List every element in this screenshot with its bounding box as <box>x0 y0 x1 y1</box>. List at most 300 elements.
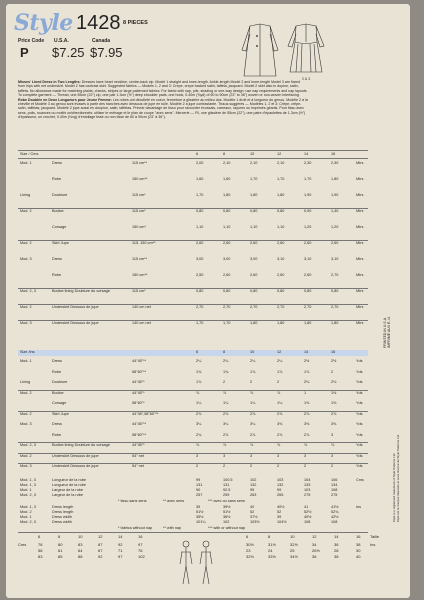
unit-label: Yds <box>356 390 363 395</box>
fabric-width: 58"60"** <box>132 369 147 374</box>
body-size: 6 <box>38 534 41 539</box>
metric-row <box>18 225 368 230</box>
measurement-value: 134 <box>331 483 338 487</box>
yardage-value: 1,80 <box>331 177 339 181</box>
measurement-value: 257 <box>196 493 203 497</box>
yardage-value: 1⅞ <box>250 369 256 374</box>
unit-label: Mtrs <box>356 289 364 293</box>
yardage-value: 0,80 <box>223 289 231 293</box>
imperial-row <box>18 464 368 469</box>
yardage-value: 3 <box>250 453 253 458</box>
unit-label: Ins <box>356 505 362 509</box>
measurement-value: 40½ <box>304 515 312 519</box>
yardage-value: 3⅜ <box>304 422 310 426</box>
item-label: Underskirt Dessous de jupe <box>52 453 99 458</box>
yardage-value: 2¼ <box>250 359 256 363</box>
body-size: 16 <box>356 534 361 539</box>
fabric-width: 140 cm net <box>132 321 151 325</box>
yardage-value: 1¼ <box>223 401 229 405</box>
metric-row <box>18 241 368 246</box>
yardage-value: 2,30 <box>331 161 339 165</box>
yardage-value: 2,60 <box>223 273 231 277</box>
yardage-value: 3 <box>304 453 307 458</box>
yardage-value: 3,00 <box>196 257 204 261</box>
measurement-label: Largeur de la robe <box>52 493 84 497</box>
item-label: Dress <box>52 257 62 261</box>
note: *** with or without nap <box>208 526 246 530</box>
unit-label: Mtrs <box>356 161 364 165</box>
fabric-width: 44"45",58"60"** <box>132 411 159 416</box>
finished-measurement-row <box>18 493 368 498</box>
yardage-value: 1¼ <box>277 401 283 405</box>
metric-size-row: Size / Cms 6 8 10 12 14 16 <box>20 152 336 156</box>
imperial-size-row: Size /Ins 6 8 10 12 14 16 <box>20 350 336 354</box>
unit-label: Mtrs <box>356 257 364 261</box>
model-label: Mod. 1 <box>20 515 32 519</box>
model-label: Mod. 1, 3 <box>20 478 36 482</box>
body-size: 8 <box>58 534 61 539</box>
measurement-value: 275 <box>331 493 338 497</box>
fabric-width: 115, 150 cm** <box>132 241 156 245</box>
imperial-row <box>18 370 368 375</box>
yardage-value: 2,50 <box>196 273 204 277</box>
yardage-value: 1,10 <box>277 225 285 229</box>
metric-row <box>18 193 368 198</box>
body-measure-cm: 85 <box>58 554 63 559</box>
measurement-label: Longueur de la robe <box>52 478 86 482</box>
yardage-value: 2⅞ <box>223 411 229 416</box>
model-label: Mod. 2 <box>20 453 32 458</box>
body-measure-in: 28 <box>334 548 339 553</box>
yardage-value: 2 <box>331 369 334 374</box>
model-label: Mod. 2 <box>20 209 32 213</box>
yardage-value: 1,80 <box>250 321 258 325</box>
yardage-value: 2,00 <box>196 161 204 165</box>
yardage-value: 1,90 <box>304 193 312 197</box>
price-usa: $7.25 <box>52 45 85 60</box>
fabric-width: 44"45"** <box>132 422 147 426</box>
yardage-value: 2,70 <box>331 273 339 277</box>
garment-sketches <box>238 20 348 82</box>
model-label: Mod. 3 <box>20 422 32 426</box>
metric-yardage-table <box>18 150 378 340</box>
yardage-value: 1,60 <box>223 177 231 181</box>
yardage-value: 2¼ <box>223 359 229 363</box>
yardage-value: 2,70 <box>277 305 285 309</box>
yardage-value: 2 <box>331 464 334 468</box>
unit-label: Mtrs <box>356 209 364 213</box>
measurement-value: 102 <box>250 478 257 482</box>
body-size: 14 <box>334 534 339 539</box>
yardage-value: ⅞ <box>277 443 281 447</box>
yardage-value: 1,70 <box>196 321 204 325</box>
brand-logo: Style <box>14 10 73 36</box>
body-measure-cm: 78 <box>38 542 43 547</box>
price-code: P <box>20 45 29 60</box>
item-label: Robe <box>52 369 62 374</box>
item-label: Robe <box>52 432 62 437</box>
yardage-value: 2⅞ <box>250 411 256 416</box>
unit-label: Yds <box>356 443 363 447</box>
model-label: Mod. 2 <box>20 241 32 245</box>
unit-label: Mtrs <box>356 177 364 181</box>
body-measure-cm: 76 <box>138 548 143 553</box>
yardage-value: 2 <box>250 380 253 384</box>
yardage-value: 3,10 <box>277 257 285 261</box>
imperial-row <box>18 359 368 364</box>
metric-row <box>18 273 368 278</box>
body-size: 12 <box>98 534 103 539</box>
yardage-value: 2,70 <box>196 305 204 309</box>
model-label: Mod. 3 <box>20 257 32 261</box>
unit-label: Yds <box>356 380 363 384</box>
yardage-value: 1,80 <box>277 321 285 325</box>
yardage-value: 2⅞ <box>277 411 283 416</box>
yardage-value: 2,10 <box>250 161 258 165</box>
yardage-value: 1,80 <box>331 321 339 325</box>
model-label: Mod. 3 <box>20 321 32 325</box>
measurement-value: 103½ <box>250 520 260 524</box>
model-label: Mod. 1 <box>20 359 32 363</box>
model-label: Mod. 2 <box>20 305 32 309</box>
yardage-value: ⅞ <box>196 443 200 447</box>
yardage-value: 1⅜ <box>304 401 310 405</box>
unit-label: Cms <box>356 478 364 482</box>
body-size: 10 <box>290 534 295 539</box>
yardage-value: 2,60 <box>331 241 339 245</box>
yardage-value: 3,00 <box>223 257 231 261</box>
item-label: Skirt Jupe <box>52 241 69 245</box>
unit-label: Mtrs <box>356 273 364 277</box>
measurement-value: 103 <box>277 478 284 482</box>
measurement-value: 132 <box>250 483 257 487</box>
unit-label: Yds <box>356 369 363 374</box>
measurement-value: 52¾ <box>331 510 339 514</box>
measurement-value: 275 <box>304 493 311 497</box>
model-label: Mod. 2 <box>20 411 32 416</box>
item-label: Dress <box>52 161 62 165</box>
yardage-value: 3,10 <box>331 257 339 261</box>
yardage-value: 2,60 <box>304 241 312 245</box>
yardage-value: 1,80 <box>277 193 285 197</box>
body-measurement-section <box>18 534 398 594</box>
fabric-width: 44"45"* <box>132 380 145 384</box>
yardage-value: 3⅜ <box>331 422 337 426</box>
yardage-value: 0,90 <box>304 209 312 213</box>
yardage-value: 1¾ <box>196 369 202 374</box>
body-measure-in: 40 <box>356 554 361 559</box>
yardage-value: 1,70 <box>250 177 258 181</box>
yardage-value: 2¼ <box>196 359 202 363</box>
yardage-value: 2,30 <box>304 161 312 165</box>
measurement-value: 51½ <box>196 510 204 514</box>
yardage-value: 1,10 <box>250 225 258 229</box>
imperial-row <box>18 433 368 438</box>
body-measure-cm: 102 <box>138 554 145 559</box>
pattern-number: 1428 <box>76 12 121 34</box>
item-label: Bodice <box>52 209 64 213</box>
unit-label: Mtrs <box>356 193 364 197</box>
yardage-value: 2,10 <box>223 161 231 165</box>
body-size: 14 <box>118 534 123 539</box>
yardage-value: ⅞ <box>277 390 281 395</box>
yardage-value: ⅞ <box>250 443 254 447</box>
yardage-value: 3 <box>331 432 334 437</box>
metric-row <box>18 305 368 310</box>
yardage-value: 2,10 <box>277 161 285 165</box>
item-label: Corsage <box>52 401 67 405</box>
body-measure-cm: 92 <box>98 554 103 559</box>
yardage-value: 3 <box>223 453 226 458</box>
yardage-value: 1,80 <box>250 193 258 197</box>
yardage-value: 2¼ <box>277 359 283 363</box>
unit-label: Mtrs <box>356 305 364 309</box>
taille-label: Taille <box>370 534 380 539</box>
yardage-value: 0,80 <box>250 209 258 213</box>
measurement-value: 132 <box>277 483 284 487</box>
note: ** avec sens <box>163 499 185 503</box>
usa-label: U.S.A. <box>54 38 69 44</box>
measurement-value: 40½ <box>277 505 285 509</box>
yardage-value: 1,20 <box>331 225 339 229</box>
yardage-value: 2 <box>196 464 199 468</box>
yardage-value: 2,70 <box>304 305 312 309</box>
description-text: Misses' Lined Dress in Two Lengths: Dresses have heart neckline, centre-back zip. Model 1 straight and knee-length. Ankle-length Model 2 and knee-length Model 3 are flared from hips with net underskirt. Model 2 has contrast skirt. Suggested fabrics — Models 1, 2 and 3: Crepe, crepe backed satin, taffeta, jacquard. Model 2 skirt also in dupion, satin, taffeta. No allowance made for matching plaids, checks, stripes or large patterned fabrics. For fabric with nap, pile, shading or one-way design: use nap requirements and nap layouts. To complete garment — Thread, one 55cm (22") zip, one pair 1.3cm (½") deep shoulder pads, one hook, 0.40m (⅜yd) of 60 to 90cm (23" to 36") woven or non-woven interfacing. Robe Doublée en Deux Longueurs pour Jeune Femme: Les robes ont décolleté en coeur, fermeture à glissière au milieu dos. Modèle 1 droit et à longueur du genou. Modèle 2 à la cheville et Modèle 3 au genou sont évasés à partir des hanches avec dessous de jupe en tulle. Modèle 2 a jupe contrastante. Tissus suggérés — Modèles 1, 2 et 3: Crêpe, crêpe-satin, taffetas, jacquard. Modèle 2 jupe aussi en doupion, satin, taffetas. Prévoir davantage de tissu pour raccorder écossais, carreaux, rayures ou imprimés géants. Pour tissu avec sens, poils, nuances ou motifs unidirectionnels: utiliser le métrage et le plan de coupe "avec sens". Mercerie — Fil, une glissière de 55cm (22"), une paire d'épaulettes de 1.3cm (½") d'épaisseur, un crochet, 0.40m (⅜vg) d'entoilage tissé ou non tissé de 60 à 90cm (23" à 36"). <box>18 80 308 120</box>
yardage-value: 3¼ <box>223 422 229 426</box>
measurement-value: 103 <box>304 488 311 492</box>
yardage-value: 2,60 <box>277 273 285 277</box>
fabric-width: 115 cm** <box>132 161 148 165</box>
yardage-value: 0,80 <box>196 209 204 213</box>
note: * tissu sans sens <box>118 499 147 503</box>
cms-label: Cms <box>18 542 27 547</box>
yardage-value: 3,10 <box>304 257 312 261</box>
yardage-value: 1¼ <box>196 401 202 405</box>
measurement-value: 40 <box>250 505 255 509</box>
measurement-value: 42½ <box>331 515 339 519</box>
yardage-value: 1,80 <box>223 193 231 197</box>
yardage-value: 1⅞ <box>304 369 310 374</box>
measurement-value: 131 <box>196 483 203 487</box>
unit-label: Mtrs <box>356 321 364 325</box>
yardage-value: 0,80 <box>196 289 204 293</box>
measurement-value: 51½ <box>223 510 231 514</box>
yardage-value: 2⅞ <box>331 411 337 416</box>
yardage-value: 1,70 <box>196 193 204 197</box>
model-label: Mod. 2, 3 <box>20 493 36 497</box>
measurement-label: Dress length <box>52 510 74 514</box>
fabric-width: 150 cm** <box>132 273 148 277</box>
metric-row <box>18 289 368 294</box>
trademark-text: Style is a registered trademark of Style Patterns Ltd. Style est la marque déposée et sous licence de Style Patterns Ltd. <box>392 434 400 523</box>
model-label: Lining <box>20 193 31 197</box>
unit-label: Yds <box>356 359 363 363</box>
measurement-value: 106 <box>331 478 338 482</box>
fabric-width: 54" net <box>132 453 144 458</box>
yardage-value: 3¼ <box>196 422 202 426</box>
fabric-width: 54" net <box>132 464 144 468</box>
measurement-value: 133 <box>304 483 311 487</box>
body-measure-cm: 88 <box>78 554 83 559</box>
yardage-value: 2 <box>277 380 280 384</box>
yardage-value: 3,00 <box>250 257 258 261</box>
sketch-label: 2 & 3 <box>302 77 311 81</box>
item-label: Bodice lining Doublure du corsage <box>52 443 110 447</box>
fabric-width: 58"60"* <box>132 401 145 405</box>
measurement-value: 131 <box>223 483 230 487</box>
item-label: Corsage <box>52 225 67 229</box>
fabric-width: 140 cm net <box>132 305 151 309</box>
model-label: Mod. 2, 3 <box>20 520 36 524</box>
body-measure-cm: 67 <box>98 548 103 553</box>
measurement-value: 108 <box>331 488 338 492</box>
unit-label: Yds <box>356 401 363 405</box>
unit-label: Yds <box>356 432 363 437</box>
measurement-value: 39½ <box>223 505 231 509</box>
fabric-width: 58"60"** <box>132 432 147 437</box>
yardage-value: 0,80 <box>223 209 231 213</box>
body-measure-in: 33½ <box>268 554 276 559</box>
yardage-value: 2¾ <box>196 432 202 437</box>
model-label: Mod. 2 <box>20 510 32 514</box>
body-measure-in: 34½ <box>290 554 298 559</box>
measurement-value: 90 <box>196 488 201 492</box>
yardage-value: 2½ <box>304 359 310 363</box>
fabric-width: 150 cm* <box>132 225 146 229</box>
model-label: Mod. 1 <box>20 488 32 492</box>
note: * fabrics without nap <box>118 526 153 530</box>
item-label: Underskirt Dessous de jupe <box>52 464 99 468</box>
measurement-value: 263 <box>250 493 257 497</box>
model-label: Mod. 2 <box>20 390 32 395</box>
yardage-value: 1,70 <box>277 177 285 181</box>
measurement-label: Largeur de la robe <box>52 488 84 492</box>
measurement-value: 39 <box>196 505 201 509</box>
measurement-figure-icon <box>178 540 218 586</box>
unit-label: Yds <box>356 464 363 468</box>
fabric-width: 44"45"* <box>132 390 145 395</box>
unit-label: Yds <box>356 411 363 416</box>
measurement-value: 100.5 <box>223 478 233 482</box>
body-measure-cm: 61 <box>58 548 63 553</box>
unit-label: Yds <box>356 453 363 458</box>
measurement-value: 99 <box>277 488 282 492</box>
metric-row <box>18 257 368 262</box>
model-label: Mod. 1, 3 <box>20 483 36 487</box>
yardage-value: ⅞ <box>223 390 227 395</box>
yardage-value: 1,90 <box>331 193 339 197</box>
yardage-value: 2,60 <box>196 241 204 245</box>
yardage-value: 2⅛ <box>304 380 310 384</box>
body-measure-in: 31½ <box>268 542 276 547</box>
measurement-value: 265 <box>277 493 284 497</box>
pieces-label: 8 PIECES <box>123 20 148 26</box>
item-label: Doublure <box>52 193 68 197</box>
model-label: Mod. 1, 3 <box>20 505 36 509</box>
note: *** avec ou sans sens <box>208 499 245 503</box>
model-label: Mod. 3 <box>20 464 32 468</box>
body-measure-in: 30½ <box>246 542 254 547</box>
yardage-value: 1⅞ <box>277 369 283 374</box>
measurement-label: Longueur de la robe <box>52 483 86 487</box>
yardage-value: ⅞ <box>223 443 227 447</box>
item-label: Robe <box>52 177 62 181</box>
measurement-value: 102 <box>223 520 230 524</box>
body-measure-cm: 58 <box>38 548 43 553</box>
yardage-value: 1,20 <box>304 225 312 229</box>
body-measure-cm: 80 <box>58 542 63 547</box>
item-label: Dress <box>52 359 62 363</box>
item-label: Bodice lining Doublure du corsage <box>52 289 110 293</box>
measurement-value: 52½ <box>304 510 312 514</box>
metric-row <box>18 321 368 326</box>
ins-label: Ins <box>370 542 376 547</box>
body-measure-in: 36 <box>334 542 339 547</box>
yardage-value: 2,60 <box>304 273 312 277</box>
fabric-width: 150 cm** <box>132 177 148 181</box>
yardage-value: 1½ <box>331 390 337 395</box>
yardage-value: 1 <box>304 390 307 395</box>
imperial-yardage-table <box>18 350 378 530</box>
item-label: Skirt Jupe <box>52 411 69 416</box>
imperial-row <box>18 401 368 406</box>
measurement-label: Dress length <box>52 505 74 509</box>
yardage-value: 2,70 <box>331 305 339 309</box>
imperial-row <box>18 443 368 448</box>
yardage-value: 1⅞ <box>196 380 202 384</box>
yardage-value: 2⅞ <box>223 432 229 437</box>
item-label: Bodice <box>52 390 64 395</box>
body-measure-in: 38 <box>334 554 339 559</box>
canada-label: Canada <box>92 38 111 44</box>
item-label: Dress <box>52 422 62 426</box>
measurement-value: 41 <box>304 505 309 509</box>
model-label: Mod. 1 <box>20 161 32 165</box>
fabric-width: 115 cm* <box>132 289 146 293</box>
yardage-value: 1,10 <box>196 225 204 229</box>
yardage-value: ⅞ <box>331 443 335 447</box>
body-measure-cm: 92 <box>118 542 123 547</box>
measurement-value: 101¼ <box>196 520 206 524</box>
item-label: Underskirt Dessous de jupe <box>52 321 99 325</box>
yardage-value: 1,80 <box>304 321 312 325</box>
body-measure-cm: 97 <box>138 542 143 547</box>
metric-row <box>18 161 368 166</box>
body-size: 10 <box>78 534 83 539</box>
fabric-width: 115 cm* <box>132 193 146 197</box>
pattern-envelope-back <box>6 4 410 598</box>
measurement-label: Dress width <box>52 520 72 524</box>
body-measure-in: 38 <box>356 542 361 547</box>
yardage-value: 2 <box>304 464 307 468</box>
body-measure-in: 23 <box>246 548 251 553</box>
fabric-width: 115 cm* <box>132 209 146 213</box>
metric-row <box>18 177 368 182</box>
yardage-value: 1,40 <box>331 209 339 213</box>
price-code-label: Price Code <box>18 38 45 44</box>
imperial-row <box>18 380 368 385</box>
side-printed-text: PRINTED IN U.S.A. IMPRIMÉ AUX É.-U. <box>383 316 391 348</box>
yardage-value: 0,80 <box>331 289 339 293</box>
model-label: Mod. 2, 3 <box>20 443 36 447</box>
yardage-value: 1¼ <box>250 401 256 405</box>
body-measure-cm: 71 <box>118 548 123 553</box>
yardage-value: 3 <box>277 453 280 458</box>
yardage-value: 2½ <box>331 359 337 363</box>
yardage-value: 2⅞ <box>196 411 202 416</box>
yardage-value: 2,60 <box>277 241 285 245</box>
measurement-value: 99 <box>196 478 201 482</box>
